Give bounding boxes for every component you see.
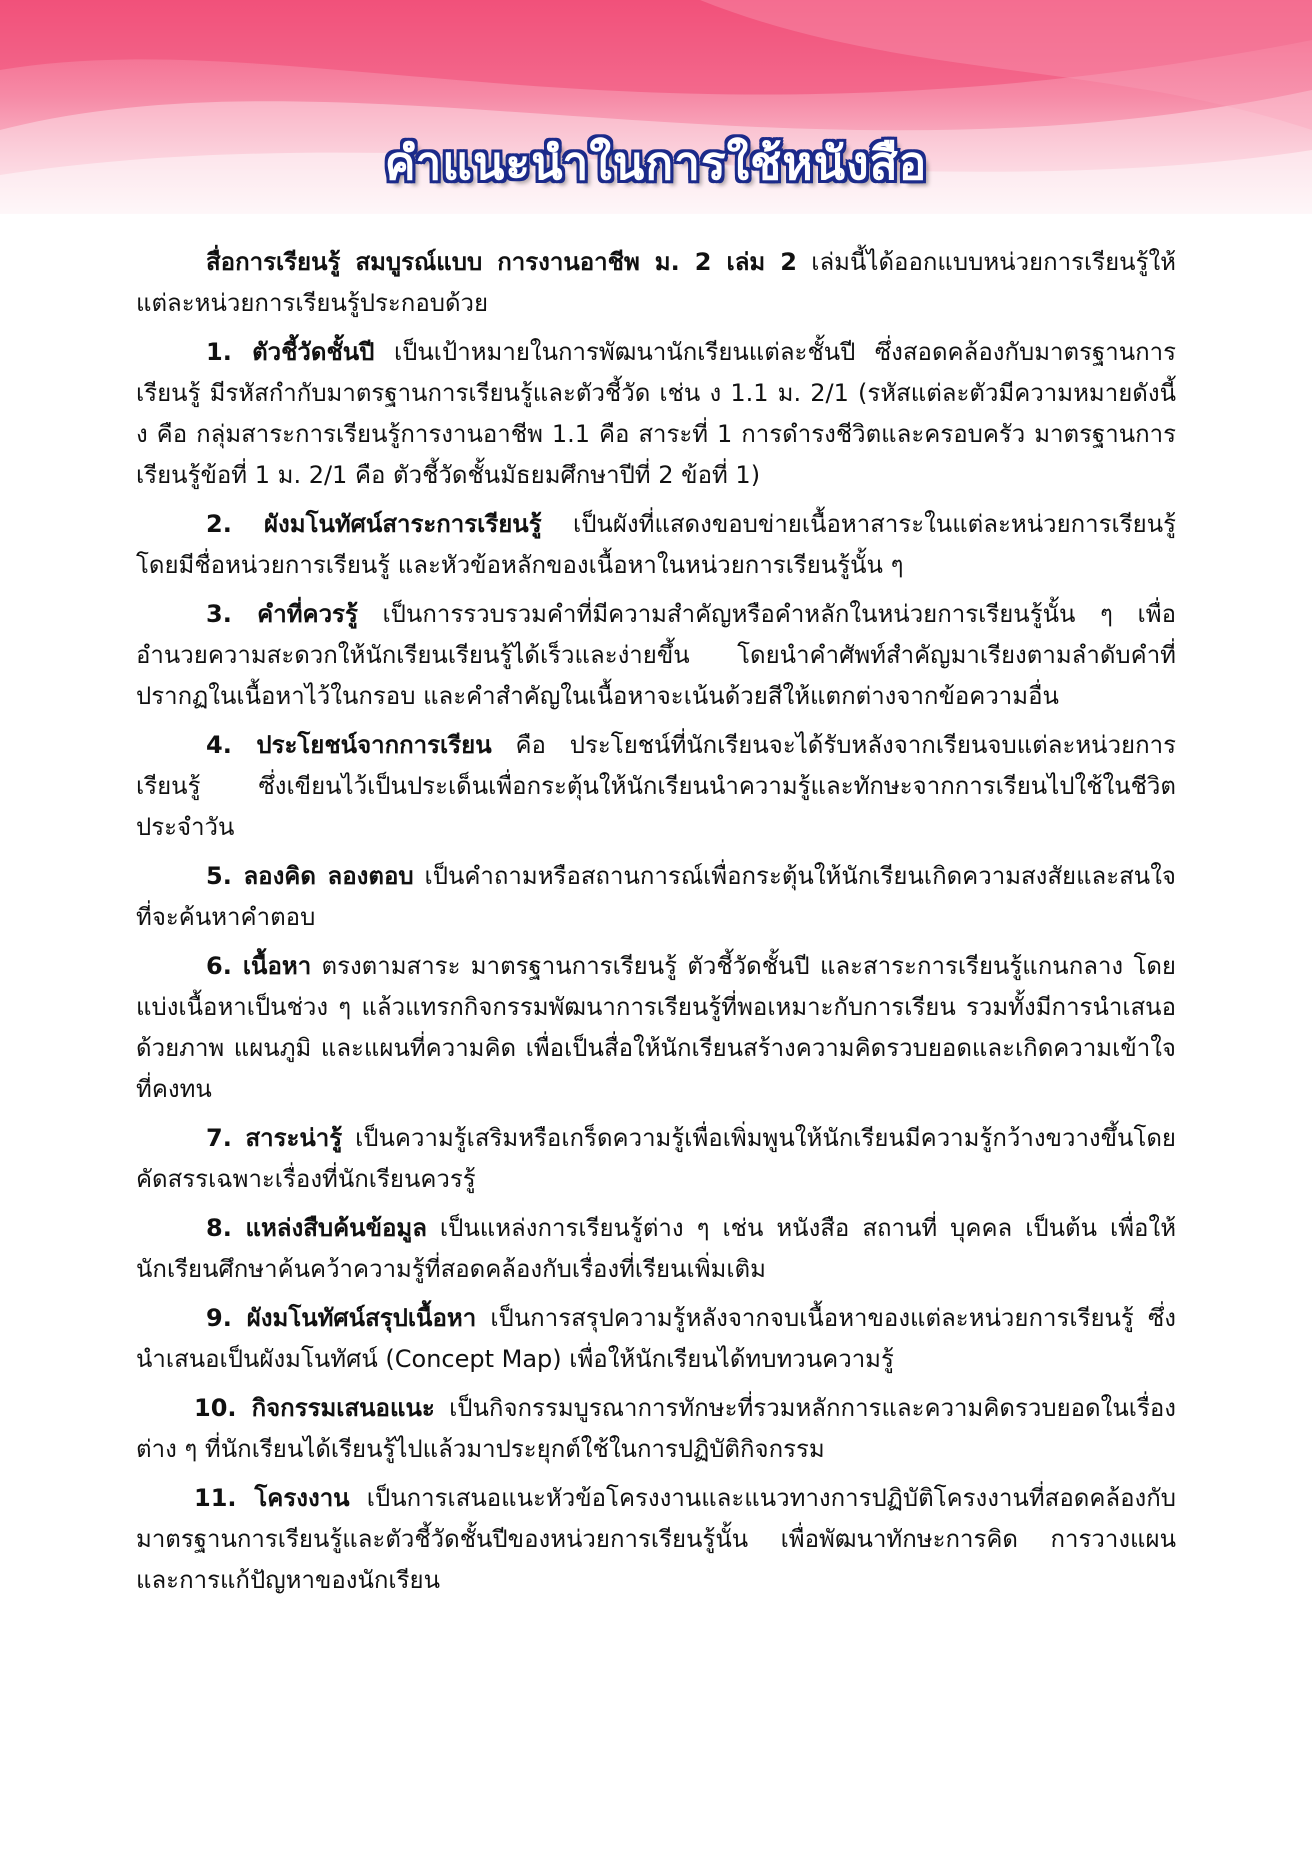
item-paragraph-4 xyxy=(136,725,1176,848)
item-label: 9. ผังมโนทัศน์สรุปเนื้อหา xyxy=(206,1304,477,1332)
item-text: เป็นการสรุปความรู้หลังจากจบเนื้อหาของแต่ละหน่วยการเรียนรู้ ซึ่งนำเสนอเป็นผังมโนทัศน์ (Concept Map) เพื่อให้นักเรียนได้ทบทวนความรู้ xyxy=(136,1304,1176,1373)
item-text: เป็นเป้าหมายในการพัฒนานักเรียนแต่ละชั้นปี ซึ่งสอดคล้องกับมาตรฐานการเรียนรู้ มีรหัสกำกับมาตรฐานการเรียนรู้และตัวชี้วัด เช่น ง 1.1 ม. 2/1 (รหัสแต่ละตัวมีความหมายดังนี้ ง คือ กลุ่มสาระการเรียนรู้การงานอาชีพ 1.1 คือ สาระที่ 1 การดำรงชีวิตและครอบครัว มาตรฐานการเรียนรู้ข้อที่ 1 ม. 2/1 คือ ตัวชี้วัดชั้นมัธยมศึกษาปีที่ 2 ข้อที่ 1) xyxy=(136,338,1177,489)
item-label: 5. ลองคิด ลองตอบ xyxy=(206,862,414,890)
item-text: เป็นการรวบรวมคำที่มีความสำคัญหรือคำหลักในหน่วยการเรียนรู้นั้น ๆ เพื่ออำนวยความสะดวกให้นักเรียนเรียนรู้ได้เร็วและง่ายขึ้น โดยนำคำศัพท์สำคัญมาเรียงตามลำดับคำที่ปรากฏในเนื้อหาไว้ในกรอบ และคำสำคัญในเนื้อหาจะเน้นด้วยสีให้แตกต่างจากข้อความอื่น xyxy=(136,600,1176,710)
item-label: 10. กิจกรรมเสนอแนะ xyxy=(194,1394,435,1422)
item-paragraph-8 xyxy=(136,1208,1176,1290)
item-paragraph-2 xyxy=(136,504,1176,586)
item-text: เป็นการเสนอแนะหัวข้อโครงงานและแนวทางการปฏิบัติโครงงานที่สอดคล้องกับมาตรฐานการเรียนรู้และตัวชี้วัดชั้นปีของหน่วยการเรียนรู้นั้น เพื่อพัฒนาทักษะการคิด การวางแผน และการแก้ปัญหาของนักเรียน xyxy=(136,1484,1176,1594)
item-text: เป็นคำถามหรือสถานการณ์เพื่อกระตุ้นให้นักเรียนเกิดความสงสัยและสนใจที่จะค้นหาคำตอบ xyxy=(136,862,1176,931)
item-label: 3. คำที่ควรรู้ xyxy=(206,600,358,628)
item-paragraph-9 xyxy=(136,1298,1176,1380)
intro-paragraph xyxy=(136,242,1176,324)
item-paragraph-5 xyxy=(136,856,1176,938)
page-title: คำแนะนำในการใช้หนังสือ xyxy=(384,136,928,190)
item-paragraph-11 xyxy=(136,1478,1176,1601)
item-text: เป็นแหล่งการเรียนรู้ต่าง ๆ เช่น หนังสือ สถานที่ บุคคล เป็นต้น เพื่อให้นักเรียนศึกษาค้นคว้าความรู้ที่สอดคล้องกับเรื่องที่เรียนเพิ่มเติม xyxy=(136,1214,1177,1283)
intro-text: เล่มนี้ได้ออกแบบหน่วยการเรียนรู้ให้แต่ละหน่วยการเรียนรู้ประกอบด้วย xyxy=(136,248,1176,317)
item-text: เป็นผังที่แสดงขอบข่ายเนื้อหาสาระในแต่ละหน่วยการเรียนรู้ โดยมีชื่อหน่วยการเรียนรู้ และหัวข้อหลักของเนื้อหาในหน่วยการเรียนรู้นั้น ๆ xyxy=(136,510,1176,579)
item-paragraph-1 xyxy=(136,332,1176,496)
item-label: 11. โครงงาน xyxy=(194,1484,350,1512)
item-text: เป็นกิจกรรมบูรณาการทักษะที่รวมหลักการและความคิดรวบยอดในเรื่องต่าง ๆ ที่นักเรียนได้เรียนรู้ไปแล้วมาประยุกต์ใช้ในการปฏิบัติกิจกรรม xyxy=(136,1394,1176,1463)
item-label: 1. ตัวชี้วัดชั้นปี xyxy=(206,338,375,366)
item-paragraph-6 xyxy=(136,946,1176,1110)
item-label: 2. ผังมโนทัศน์สาระการเรียนรู้ xyxy=(206,510,542,538)
item-text: คือ ประโยชน์ที่นักเรียนจะได้รับหลังจากเรียนจบแต่ละหน่วยการเรียนรู้ ซึ่งเขียนไว้เป็นประเด็นเพื่อกระตุ้นให้นักเรียนนำความรู้และทักษะจากการเรียนไปใช้ในชีวิตประจำวัน xyxy=(136,731,1177,841)
item-paragraph-7 xyxy=(136,1118,1176,1200)
item-text: เป็นความรู้เสริมหรือเกร็ดความรู้เพื่อเพิ่มพูนให้นักเรียนมีความรู้กว้างขวางขึ้นโดยคัดสรรเฉพาะเรื่องที่นักเรียนควรรู้ xyxy=(136,1124,1176,1193)
item-label: 6. เนื้อหา xyxy=(206,952,312,980)
item-text: ตรงตามสาระ มาตรฐานการเรียนรู้ ตัวชี้วัดชั้นปี และสาระการเรียนรู้แกนกลาง โดยแบ่งเนื้อหาเป็นช่วง ๆ แล้วแทรกกิจกรรมพัฒนาการเรียนรู้ที่พอเหมาะกับการเรียน รวมทั้งมีการนำเสนอด้วยภาพ แผนภูมิ และแผนที่ความคิด เพื่อเป็นสื่อให้นักเรียนสร้างความคิดรวบยอดและเกิดความเข้าใจที่คงทน xyxy=(136,952,1176,1103)
item-label: 7. สาระน่ารู้ xyxy=(206,1124,343,1152)
item-label: 4. ประโยชน์จากการเรียน xyxy=(206,731,492,759)
intro-bold-title: สื่อการเรียนรู้ สมบูรณ์แบบ การงานอาชีพ ม. 2 เล่ม 2 xyxy=(206,248,797,276)
item-label: 8. แหล่งสืบค้นข้อมูล xyxy=(206,1214,427,1242)
item-paragraph-3 xyxy=(136,594,1176,717)
document-body xyxy=(136,242,1176,1609)
item-paragraph-10 xyxy=(136,1388,1176,1470)
